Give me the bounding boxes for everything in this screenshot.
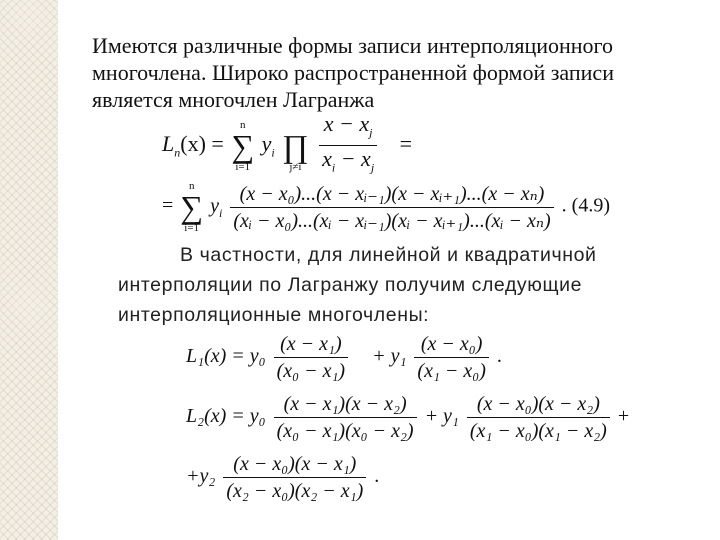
intro-line-1: Имеются различные формы записи интерполяционного	[92, 33, 614, 58]
L1-num-2: (x − x₀)	[414, 332, 488, 358]
product-operator	[282, 119, 308, 173]
den-mid: − x	[335, 146, 371, 172]
L2-fraction-3	[223, 452, 366, 503]
numerator-sub: j	[369, 125, 373, 140]
L2-fraction-2	[467, 392, 610, 443]
den-sub-i: i	[331, 160, 336, 175]
y-sub: i	[271, 145, 275, 160]
L2-num-3: (x − x₀)(x − x₁)	[223, 452, 366, 478]
L2-end: +	[617, 405, 630, 428]
basis-denominator: (xᵢ − x₀)...(xᵢ − xᵢ₋₁)(xᵢ − xᵢ₊₁)...(xᵢ − xₙ)	[233, 209, 551, 232]
den-sub-j: j	[370, 160, 375, 175]
intro-line-2: многочлена. Широко распространенной формой записи	[92, 60, 614, 85]
equals-sign-2: =	[162, 194, 174, 217]
L2-den-1: (x₀ − x₁)(x₀ − x₂)	[276, 420, 414, 442]
sigma-symbol-2: ∑	[180, 189, 204, 225]
sum2-lower-limit: i=1	[184, 222, 200, 234]
L1-plus: + y₁	[372, 345, 407, 368]
paragraph-line-1: В частности, для линейной и квадратичной	[180, 244, 597, 266]
L2-den-3: (x₂ − x₀)(x₂ − x₁)	[226, 480, 364, 502]
quadratic-interpolation-formula	[186, 392, 629, 443]
paragraph-line-2: интерполяции по Лагранжу получим следующие	[118, 274, 583, 296]
fraction-denominator	[319, 146, 377, 179]
L1-fraction-1	[274, 332, 348, 383]
L1-end: .	[496, 345, 502, 368]
lagrange-basis-fraction	[230, 182, 553, 233]
lhs-sub: n	[174, 145, 181, 160]
L2-end-3: .	[374, 465, 380, 488]
equation-number: . (4.9)	[561, 194, 610, 217]
L2-num-1: (x − x₁)(x − x₂)	[274, 392, 417, 418]
sum-operator-2	[180, 180, 203, 234]
sum-lower-limit: i=1	[235, 160, 251, 173]
numerator-text: x − x	[323, 111, 370, 136]
sum-upper-limit: n	[239, 118, 246, 131]
L1-lhs: L₁(x) = y₀	[186, 345, 266, 368]
L2-plus-3: +y₂	[186, 465, 216, 488]
L1-num-1: (x − x₁)	[274, 332, 348, 358]
sigma-symbol: ∑	[231, 127, 255, 164]
equals-sign: =	[399, 130, 413, 156]
L1-den-1: (x₀ − x₁)	[276, 360, 346, 382]
pi-symbol: ∏	[282, 127, 309, 164]
quadratic-interpolation-formula-cont	[186, 452, 379, 503]
y-i	[261, 130, 275, 160]
product-fraction	[319, 112, 377, 180]
y-i-2	[210, 194, 223, 220]
sum2-upper-limit: n	[188, 180, 195, 192]
intro-text	[92, 32, 692, 113]
L2-den-2: (x₁ − x₀)(x₁ − x₂)	[469, 420, 607, 442]
y2-symbol: y	[210, 194, 219, 217]
paragraph	[118, 240, 678, 330]
L1-den-2: (x₁ − x₀)	[417, 360, 486, 382]
fraction-numerator	[319, 112, 377, 146]
lhs-arg: (x) =	[180, 130, 224, 156]
L2-num-2: (x − x₀)(x − x₂)	[467, 392, 610, 418]
L2-lhs: L₂(x) = y₀	[186, 405, 266, 428]
linear-interpolation-formula	[186, 332, 502, 383]
intro-line-3: является многочлен Лагранжа	[92, 87, 375, 112]
y-symbol: y	[261, 130, 272, 156]
L2-fraction-1	[274, 392, 417, 443]
product-lower-limit: j≠i	[289, 160, 302, 173]
sum-operator	[231, 119, 254, 173]
basis-numerator: (x − x₀)...(x − xᵢ₋₁)(x − xᵢ₊₁)...(x − xₙ)	[230, 182, 553, 208]
lagrange-formula-line-1	[162, 112, 412, 180]
L1-fraction-2	[414, 332, 488, 383]
y2-sub: i	[218, 205, 223, 220]
den-x: x	[322, 146, 332, 172]
paragraph-line-3: интерполяционные многочлены:	[118, 304, 430, 326]
lhs-L: L	[162, 130, 175, 156]
L2-plus: + y₁	[424, 405, 459, 428]
lagrange-formula-line-2	[162, 180, 610, 234]
decorative-side-stripe	[0, 0, 58, 540]
